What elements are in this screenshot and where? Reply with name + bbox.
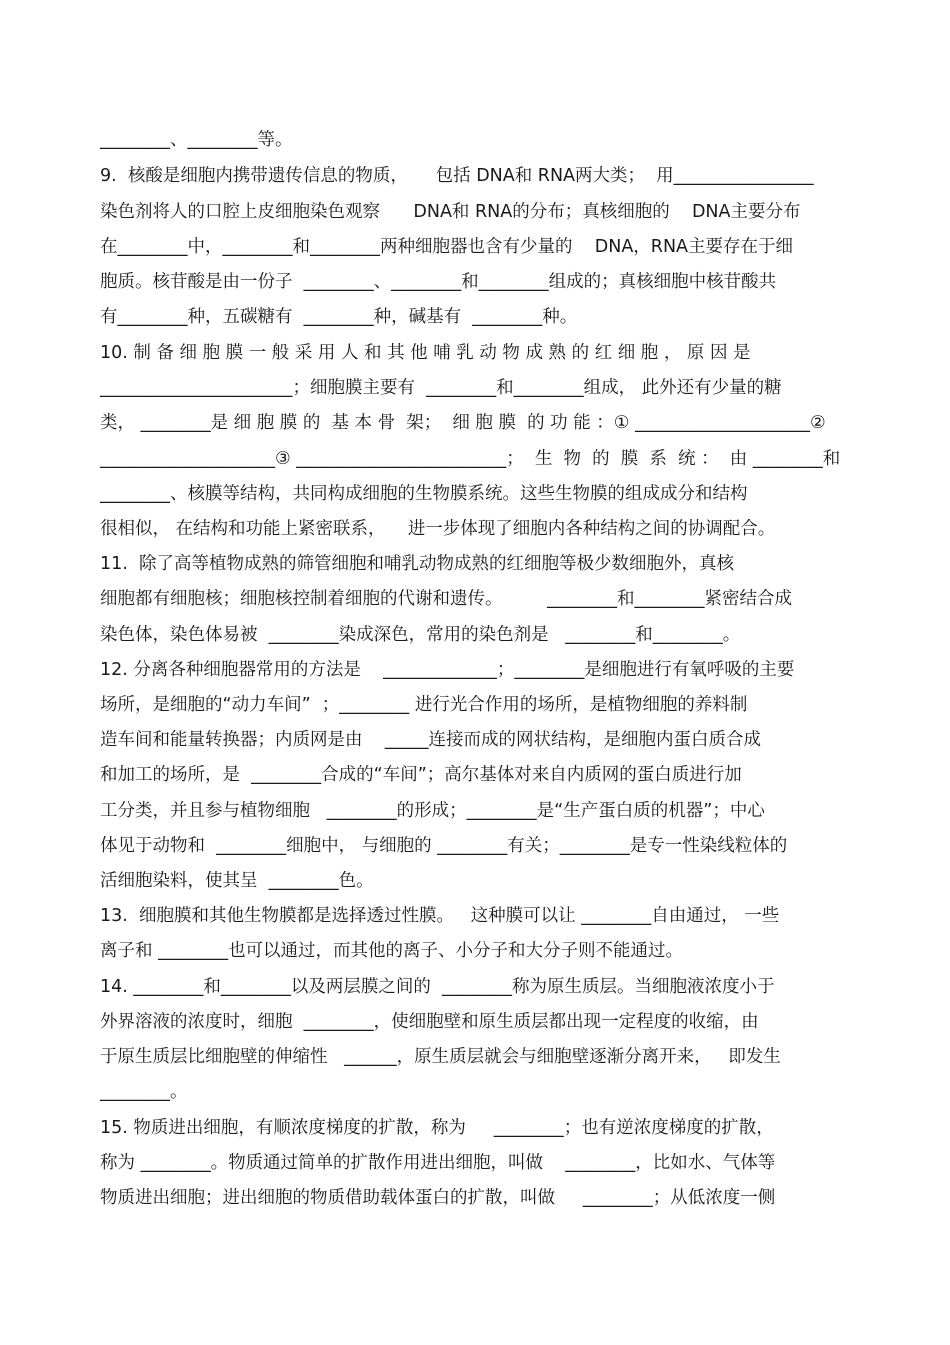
text-line: 染色剂将人的口腔上皮细胞染色观察 DNA和 RNA的分布；真核细胞的 DNA主要分布 [100,202,801,222]
text-line: 造车间和能量转换器；内质网是由 _____连接而成的网状结构，是细胞内蛋白质合成 [100,730,761,750]
text-line: 胞质。核苷酸是由一份子 ________、________和________组成的；真核细胞中核苷酸共 [100,272,777,292]
text-line: 类， ________是 细 胞 膜 的 基 本 骨 架； 细 胞 膜 的 功 能 ：① ____________________② [100,413,826,433]
text-line: 外界溶液的浓度时，细胞 ________，使细胞壁和原生质层都出现一定程度的收缩，由 [100,1012,759,1032]
text-line: ____________________③ ________________________； 生 物 的 膜 系 统 ： 由 ________和 [100,449,841,469]
text-line: 称为 ________。物质通过简单的扩散作用进出细胞，叫做 ________，比如水、气体等 [100,1153,776,1173]
text-line: 10. 制 备 细 胞 膜 一 般 采 用 人 和 其 他 哺 乳 动 物 成 熟 的 红 细 胞 ， 原 因 是 [100,343,751,363]
text-line: 染色体，染色体易被 ________染成深色，常用的染色剂是 ________和________。 [100,625,741,645]
text-line: ________、核膜等结构，共同构成细胞的生物膜系统。这些生物膜的组成成分和结构 [100,484,748,504]
text-line: ________。 [100,1082,188,1102]
text-line: ________、________等。 [100,130,293,150]
text-line: 有________种，五碳糖有 ________种，碱基有 ________种。 [100,307,578,327]
text-line: 13. 细胞膜和其他生物膜都是选择透过性膜。 这种膜可以让 ________自由通过， 一些 [100,906,780,926]
text-line: 12. 分离各种细胞器常用的方法是 _____________；________是细胞进行有氧呼吸的主要 [100,660,795,680]
text-line: 15. 物质进出细胞，有顺浓度梯度的扩散，称为 ________；也有逆浓度梯度的扩散， [100,1118,774,1138]
text-line: 和加工的场所，是 ________合成的“车间”；高尔基体对来自内质网的蛋白质进行加 [100,765,742,785]
text-line: 体见于动物和 ________细胞中， 与细胞的 ________有关；________是专一性染线粒体的 [100,836,788,856]
text-line: 细胞都有细胞核；细胞核控制着细胞的代谢和遗传。 ________和________紧密结合成 [100,589,792,609]
text-line: 场所，是细胞的“动力车间” ；________ 进行光合作用的场所，是植物细胞的养料制 [100,695,748,715]
text-line: 于原生质层比细胞壁的伸缩性 ______，原生质层就会与细胞壁逐渐分离开来， 即发生 [100,1047,781,1067]
text-line: ______________________；细胞膜主要有 ________和________组成， 此外还有少量的糖 [100,378,782,398]
text-line: 很相似， 在结构和功能上紧密联系， 进一步体现了细胞内各种结构之间的协调配合。 [100,519,776,539]
text-line: 工分类，并且参与植物细胞 ________的形成；________是“生产蛋白质的机器”；中心 [100,801,765,821]
text-line: 11. 除了高等植物成熟的筛管细胞和哺乳动物成熟的红细胞等极少数细胞外，真核 [100,554,734,574]
text-line: 14. ________和________以及两层膜之间的 ________称为原生质层。当细胞液浓度小于 [100,977,775,997]
text-line: 离子和 ________也可以通过，而其他的离子、小分子和大分子则不能通过。 [100,941,684,961]
text-line: 物质进出细胞；进出细胞的物质借助载体蛋白的扩散，叫做 ________；从低浓度一侧 [100,1188,776,1208]
text-line: 活细胞染料，使其呈 ________色。 [100,871,374,891]
text-line: 在________中，________和________两种细胞器也含有少量的 DNA，RNA主要存在于细 [100,237,794,257]
text-line: 9. 核酸是细胞内携带遗传信息的物质， 包括 DNA和 RNA两大类； 用________________ [100,166,814,186]
